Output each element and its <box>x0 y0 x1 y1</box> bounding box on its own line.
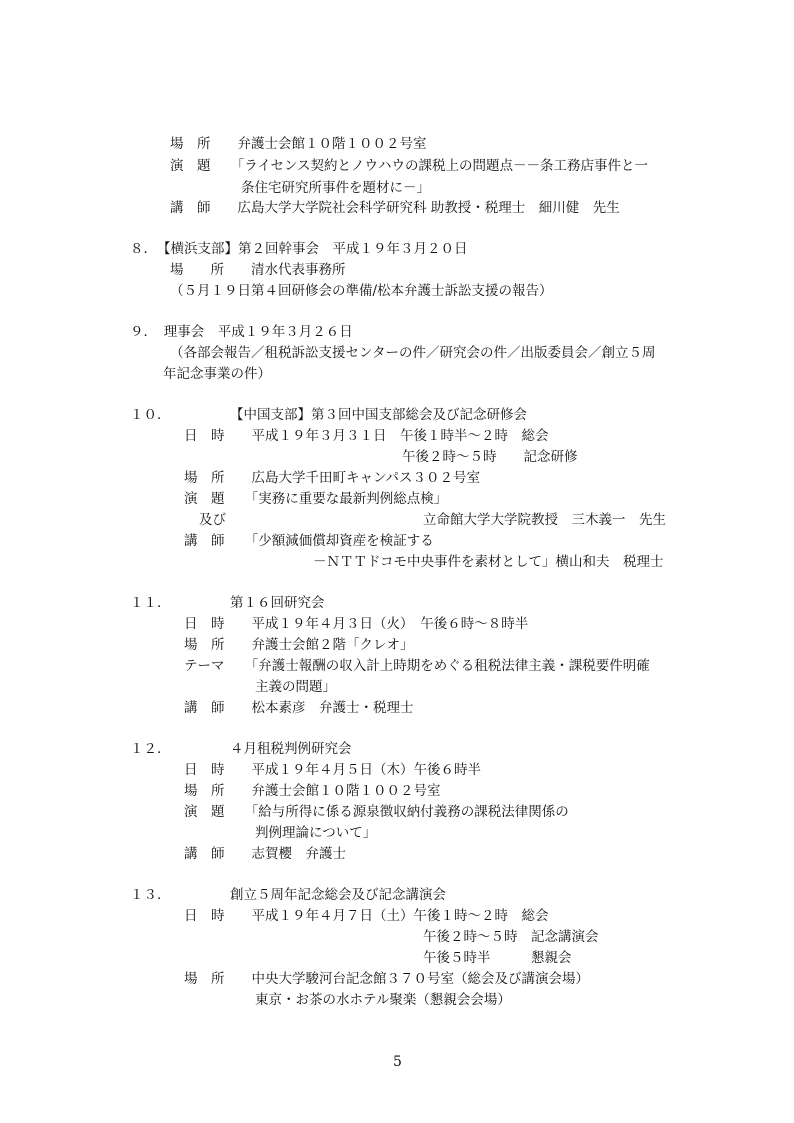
text-line: 場 所 清水代表事務所 <box>170 262 346 278</box>
section-number: １２． <box>130 741 171 757</box>
text-line: 午後２時～５時 記念研修 <box>402 449 578 465</box>
text-line: 東京・お茶の水ホテル聚楽（懇親会会場） <box>255 992 511 1008</box>
text-line: 場 所 中央大学駿河台記念館３７０号室（総会及び講演会場） <box>184 971 589 987</box>
text-line: 日 時 平成１９年４月５日（木）午後６時半 <box>184 762 481 778</box>
text-line: －ＮＴＴドコモ中央事件を素材として」横山和夫 税理士 <box>313 554 664 570</box>
section-number: １３． <box>130 887 171 903</box>
text-line: 午後２時～５時 記念講演会 <box>423 929 599 945</box>
text-line: 日 時 平成１９年４月３日（火） 午後６時～８時半 <box>184 616 529 632</box>
text-line: 演 題 「ライセンス契約とノウハウの課税上の問題点－－条工務店事件と一 <box>170 158 649 174</box>
section-number: １０． <box>130 407 171 423</box>
text-line: 場 所 弁護士会館１０階１００２号室 <box>170 136 427 152</box>
text-line: （５月１９日第４回研修会の準備/松本弁護士訴訟支援の報告） <box>170 283 553 299</box>
section-heading: 第１６回研究会 <box>230 595 325 611</box>
section-heading: 創立５周年記念総会及び記念講演会 <box>230 887 446 903</box>
text-line: 立命館大学大学院教授 三木義一 先生 <box>423 512 666 528</box>
text-line: 場 所 弁護士会館２階「クレオ」 <box>184 637 414 653</box>
text-line: 及び <box>199 512 226 528</box>
text-line: 講 師 松本素彦 弁護士・税理士 <box>184 700 414 716</box>
text-line: 条住宅研究所事件を題材に－」 <box>241 180 430 196</box>
text-line: 場 所 弁護士会館１０階１００２号室 <box>184 783 441 799</box>
section-heading: ９． 理事会 平成１９年３月２６日 <box>130 324 353 340</box>
text-line: 日 時 平成１９年４月７日（土）午後１時～２時 総会 <box>184 908 549 924</box>
text-line: 演 題 「給与所得に係る源泉徴収納付義務の課税法律関係の <box>184 804 569 820</box>
page-number: 5 <box>393 1054 402 1070</box>
section-heading: 【中国支部】第３回中国支部総会及び記念研修会 <box>230 407 527 423</box>
text-line: 日 時 平成１９年３月３１日 午後１時半～２時 総会 <box>184 428 549 444</box>
section-number: １１． <box>130 595 171 611</box>
text-line: 年記念事業の件） <box>163 366 271 382</box>
text-line: 場 所 広島大学千田町キャンパス３０２号室 <box>184 470 481 486</box>
section-heading: ４月租税判例研究会 <box>230 741 352 757</box>
text-line: テーマ 「弁護士報酬の収入計上時期をめぐる租税法律主義・課税要件明確 <box>184 658 650 674</box>
text-line: 判例理論について」 <box>255 825 377 841</box>
text-line: 主義の問題」 <box>255 679 336 695</box>
text-line: 講 師 「少額減価償却資産を検証する <box>184 533 434 549</box>
section-heading: ８． 【横浜支部】第２回幹事会 平成１９年３月２０日 <box>130 241 468 257</box>
text-line: 午後５時半 懇親会 <box>423 950 572 966</box>
text-line: （各部会報告／租税訴訟支援センターの件／研究会の件／出版委員会／創立５周 <box>170 345 656 361</box>
text-line: 講 師 広島大学大学院社会科学研究科 助教授・税理士 細川健 先生 <box>170 200 620 216</box>
text-line: 演 題 「実務に重要な最新判例総点検」 <box>184 491 448 507</box>
text-line: 講 師 志賀櫻 弁護士 <box>184 846 346 862</box>
